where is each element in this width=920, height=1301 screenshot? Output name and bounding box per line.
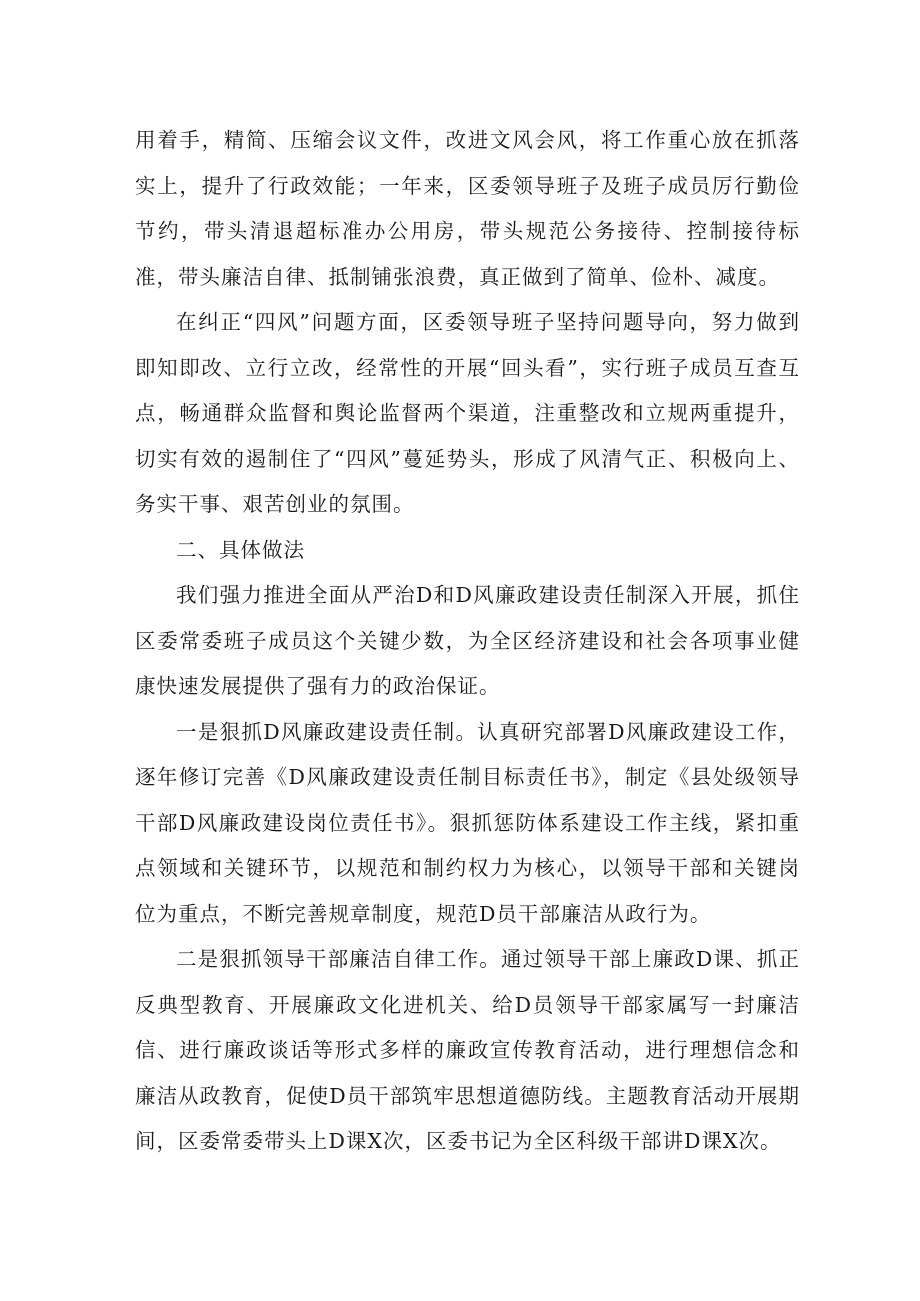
paragraph-1: 用着手，精简、压缩会议文件，改进文风会风，将工作重心放在抓落实上，提升了行政效能；一年来，区委领导班子及班子成员厉行勤俭节约，带头清退超标准办公用房，带头规范公务接待、控制接待标准，带头廉洁自律、抵制铺张浪费，真正做到了简单、俭朴、减度。	[135, 128, 800, 289]
paragraph-3: 我们强力推进全面从严治D和D风廉政建设责任制深入开展，抓住区委常委班子成员这个关键少数，为全区经济建设和社会各项事业健康快速发展提供了强有力的政治保证。	[135, 583, 800, 698]
document-body	[135, 118, 800, 1165]
paragraph-2: 在纠正“四风”问题方面，区委领导班子坚持问题导向，努力做到即知即改、立行立改，经常性的开展“回头看”，实行班子成员互查互点，畅通群众监督和舆论监督两个渠道，注重整改和立规两重提升，切实有效的遏制住了“四风”蔓延势头，形成了风清气正、积极向上、务实干事、艰苦创业的氛围。	[135, 310, 800, 516]
paragraph-4: 一是狠抓D风廉政建设责任制。认真研究部署D风廉政建设工作，逐年修订完善《D风廉政建设责任制目标责任书》，制定《县处级领导干部D风廉政建设岗位责任书》。狠抓惩防体系建设工作主线，紧扣重点领域和关键环节，以规范和制约权力为核心，以领导干部和关键岗位为重点，不断完善规章制度，规范D员干部廉洁从政行为。	[135, 719, 800, 926]
paragraph-5: 二是狠抓领导干部廉洁自律工作。通过领导干部上廉政D课、抓正反典型教育、开展廉政文化进机关、给D员领导干部家属写一封廉洁信、进行廉政谈话等形式多样的廉政宣传教育活动，进行理想信念和廉洁从政教育，促使D员干部筑牢思想道德防线。主题教育活动开展期间，区委常委带头上D课X次，区委书记为全区科级干部讲D课X次。	[135, 947, 800, 1153]
section-heading: 二、具体做法	[176, 537, 305, 562]
